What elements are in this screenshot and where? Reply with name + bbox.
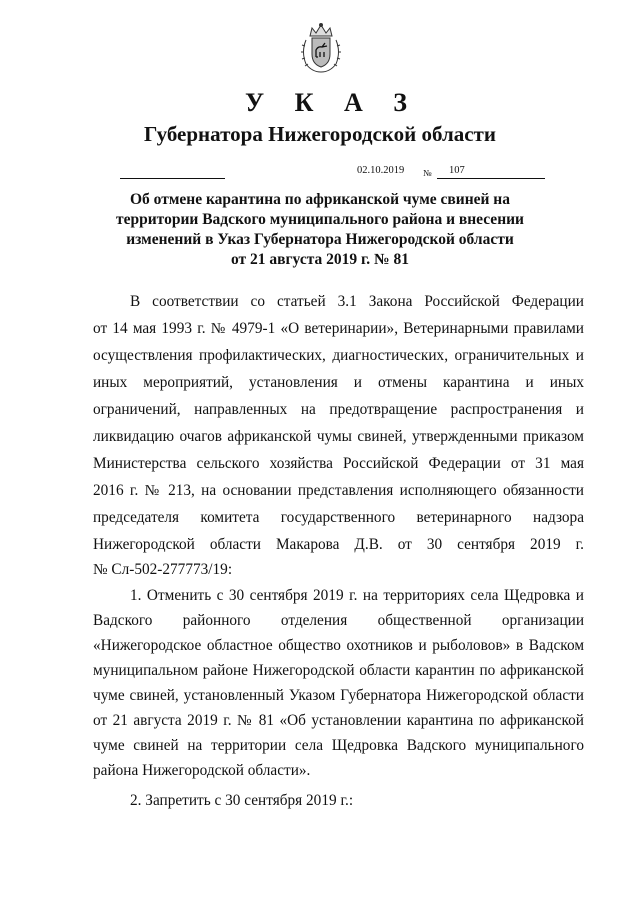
paragraph-1-line: муниципальном районе Нижегородской области карантин по африканской [93,662,584,679]
signature-blank-line [120,178,225,179]
body-line: иных мероприятий, установления и отмены карантина и иных [93,374,584,391]
coat-of-arms-emblem [300,22,342,74]
paragraph-1-line: «Нижегородское областное общество охотников и рыболовов» в Вадском [93,637,584,654]
issuer-heading: Губернатора Нижегородской области [144,122,496,146]
title-line: Об отмене карантина по африканской чуме свиней на [129,191,510,208]
body-line: от 14 мая 1993 г. № 4979-1 «О ветеринарии», Ветеринарными правилами [93,320,584,337]
title-line: территории Вадского муниципального района и внесении [116,211,524,228]
decree-number: 107 [449,165,465,176]
paragraph-1-line: Вадского районного отделения общественной организации [93,612,584,629]
body-line: ликвидацию очагов африканской чумы свиней, утвержденными приказом [93,428,584,445]
body-line: Министерства сельского хозяйства Российской Федерации от 31 мая [93,455,584,472]
document-type-heading: У К А З [245,88,419,117]
body-line: осуществления профилактических, диагностических, ограничительных и [93,347,584,364]
paragraph-2-line: 2. Запретить с 30 сентября 2019 г.: [130,792,354,809]
number-underline [437,178,545,179]
paragraph-1-line: 1. Отменить с 30 сентября 2019 г. на территориях села Щедровка и [130,587,584,604]
body-line: В соответствии со статьей 3.1 Закона Российской Федерации [130,293,584,310]
paragraph-1-line: района Нижегородской области». [93,762,311,779]
body-line: ограничений, направленных на предотвращение распространения и [93,401,584,418]
body-line: председателя комитета государственного ветеринарного надзора [93,509,584,526]
decree-date: 02.10.2019 [357,165,405,176]
title-line: изменений в Указ Губернатора Нижегородской области [126,231,514,248]
number-sign: № [423,168,432,178]
title-line: от 21 августа 2019 г. № 81 [230,251,409,268]
paragraph-1-line: чуме свиней на территории села Щедровка Вадского муниципального [93,737,584,754]
body-line: Нижегородской области Макарова Д.В. от 30 сентября 2019 г. [93,536,584,553]
decree-title [100,190,540,270]
paragraph-1-line: чуме свиней, установленный Указом Губернатора Нижегородской области [93,687,584,704]
body-line: 2016 г. № 213, на основании представления исполняющего обязанности [93,482,584,499]
body-line: № Сл-502-277773/19: [93,561,233,578]
paragraph-1-line: от 21 августа 2019 г. № 81 «Об установлении карантина по африканской [93,712,584,729]
